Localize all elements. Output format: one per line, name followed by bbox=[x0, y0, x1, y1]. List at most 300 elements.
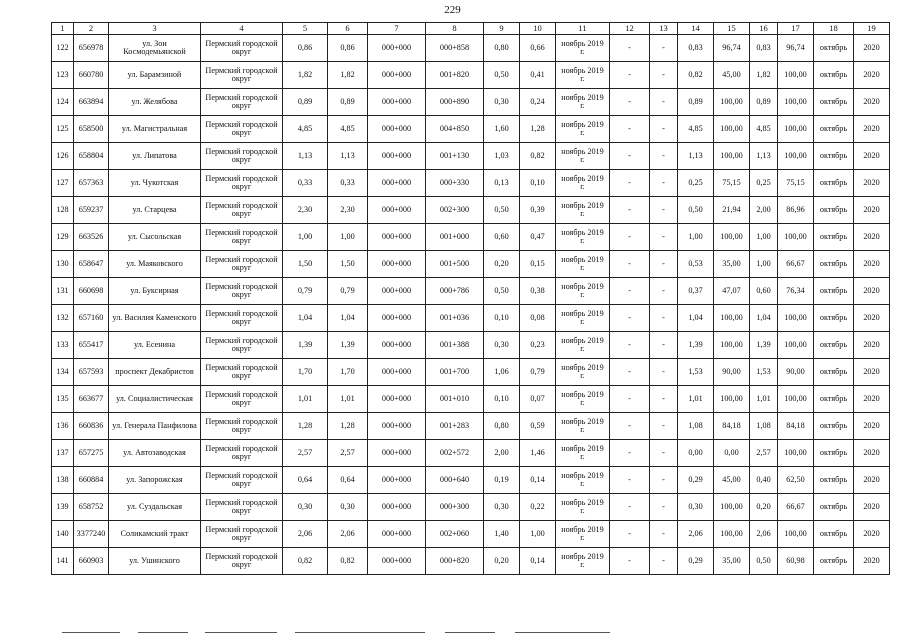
cell-col-13: - bbox=[650, 62, 678, 89]
cell-row-no: 122 bbox=[52, 35, 74, 62]
cell-col-13: - bbox=[650, 413, 678, 440]
cell-end-km: 004+850 bbox=[426, 116, 484, 143]
col-header: 8 bbox=[426, 23, 484, 35]
cell-date: ноябрь 2019 г. bbox=[556, 332, 610, 359]
cell-col-9: 1,03 bbox=[484, 143, 520, 170]
cell-length: 0,64 bbox=[283, 467, 328, 494]
col-header: 18 bbox=[814, 23, 854, 35]
cell-district: Пермский городской округ bbox=[201, 224, 283, 251]
cell-col-17: 66,67 bbox=[778, 494, 814, 521]
cell-col-15: 35,00 bbox=[714, 251, 750, 278]
cell-year: 2020 bbox=[854, 440, 890, 467]
cell-start-km: 000+000 bbox=[368, 467, 426, 494]
cell-col-10: 0,47 bbox=[520, 224, 556, 251]
cell-length-2: 2,30 bbox=[328, 197, 368, 224]
cell-col-15: 100,00 bbox=[714, 305, 750, 332]
cell-col-17: 86,96 bbox=[778, 197, 814, 224]
cell-col-13: - bbox=[650, 143, 678, 170]
cell-length: 0,30 bbox=[283, 494, 328, 521]
cell-length-2: 1,70 bbox=[328, 359, 368, 386]
cell-col-13: - bbox=[650, 224, 678, 251]
cell-col-10: 0,39 bbox=[520, 197, 556, 224]
cell-row-no: 138 bbox=[52, 467, 74, 494]
cell-length-2: 0,82 bbox=[328, 548, 368, 575]
cell-date: ноябрь 2019 г. bbox=[556, 305, 610, 332]
cell-col-13: - bbox=[650, 467, 678, 494]
col-header: 10 bbox=[520, 23, 556, 35]
cell-col-15: 100,00 bbox=[714, 143, 750, 170]
cell-date: ноябрь 2019 г. bbox=[556, 467, 610, 494]
cell-col-12: - bbox=[610, 89, 650, 116]
cell-col-12: - bbox=[610, 116, 650, 143]
cell-id-code: 660698 bbox=[74, 278, 109, 305]
cell-col-10: 0,41 bbox=[520, 62, 556, 89]
cell-col-17: 66,67 bbox=[778, 251, 814, 278]
cell-row-no: 139 bbox=[52, 494, 74, 521]
cell-length-2: 1,39 bbox=[328, 332, 368, 359]
cell-col-14: 0,30 bbox=[678, 494, 714, 521]
cell-street-name: ул. Суздальская bbox=[109, 494, 201, 521]
cell-district: Пермский городской округ bbox=[201, 278, 283, 305]
cell-row-no: 135 bbox=[52, 386, 74, 413]
cell-col-16: 1,04 bbox=[750, 305, 778, 332]
cell-length-2: 1,01 bbox=[328, 386, 368, 413]
table-row bbox=[52, 332, 890, 359]
cell-col-9: 0,50 bbox=[484, 197, 520, 224]
cell-length: 2,06 bbox=[283, 521, 328, 548]
cell-date: ноябрь 2019 г. bbox=[556, 548, 610, 575]
cell-col-12: - bbox=[610, 386, 650, 413]
col-header: 14 bbox=[678, 23, 714, 35]
cell-month: октябрь bbox=[814, 62, 854, 89]
table-row bbox=[52, 143, 890, 170]
cell-col-9: 0,30 bbox=[484, 494, 520, 521]
cell-col-16: 1,00 bbox=[750, 251, 778, 278]
cell-street-name: Соликамский тракт bbox=[109, 521, 201, 548]
cell-col-13: - bbox=[650, 332, 678, 359]
col-header: 11 bbox=[556, 23, 610, 35]
cell-id-code: 658752 bbox=[74, 494, 109, 521]
cell-row-no: 133 bbox=[52, 332, 74, 359]
cell-month: октябрь bbox=[814, 305, 854, 332]
cell-col-13: - bbox=[650, 494, 678, 521]
cell-row-no: 136 bbox=[52, 413, 74, 440]
cell-col-13: - bbox=[650, 278, 678, 305]
cell-col-16: 0,25 bbox=[750, 170, 778, 197]
cell-col-10: 1,00 bbox=[520, 521, 556, 548]
cell-col-14: 0,29 bbox=[678, 548, 714, 575]
col-header: 17 bbox=[778, 23, 814, 35]
cell-length-2: 1,50 bbox=[328, 251, 368, 278]
cell-date: ноябрь 2019 г. bbox=[556, 440, 610, 467]
cell-row-no: 125 bbox=[52, 116, 74, 143]
cell-col-14: 1,08 bbox=[678, 413, 714, 440]
cell-col-9: 0,30 bbox=[484, 89, 520, 116]
road-register-table bbox=[51, 22, 890, 575]
cell-month: октябрь bbox=[814, 116, 854, 143]
cell-month: октябрь bbox=[814, 224, 854, 251]
cell-length: 1,28 bbox=[283, 413, 328, 440]
cell-street-name: проспект Декабристов bbox=[109, 359, 201, 386]
cell-district: Пермский городской округ bbox=[201, 89, 283, 116]
cell-district: Пермский городской округ bbox=[201, 467, 283, 494]
cell-id-code: 659237 bbox=[74, 197, 109, 224]
cell-col-17: 100,00 bbox=[778, 143, 814, 170]
cell-start-km: 000+000 bbox=[368, 251, 426, 278]
cell-col-15: 45,00 bbox=[714, 467, 750, 494]
cell-length-2: 1,28 bbox=[328, 413, 368, 440]
cell-col-13: - bbox=[650, 440, 678, 467]
cell-col-14: 1,53 bbox=[678, 359, 714, 386]
table-row bbox=[52, 224, 890, 251]
cell-year: 2020 bbox=[854, 521, 890, 548]
cell-month: октябрь bbox=[814, 332, 854, 359]
cell-date: ноябрь 2019 г. bbox=[556, 197, 610, 224]
cell-date: ноябрь 2019 г. bbox=[556, 62, 610, 89]
cell-length-2: 1,82 bbox=[328, 62, 368, 89]
cell-col-16: 1,53 bbox=[750, 359, 778, 386]
column-number-row bbox=[52, 23, 890, 35]
cell-col-16: 0,83 bbox=[750, 35, 778, 62]
cell-length: 2,30 bbox=[283, 197, 328, 224]
cell-col-17: 100,00 bbox=[778, 305, 814, 332]
cell-length: 1,50 bbox=[283, 251, 328, 278]
cell-col-13: - bbox=[650, 521, 678, 548]
cell-start-km: 000+000 bbox=[368, 305, 426, 332]
cell-end-km: 002+300 bbox=[426, 197, 484, 224]
cell-street-name: ул. Сысольская bbox=[109, 224, 201, 251]
cell-district: Пермский городской округ bbox=[201, 143, 283, 170]
col-header: 1 bbox=[52, 23, 74, 35]
cell-col-15: 100,00 bbox=[714, 332, 750, 359]
cell-id-code: 656978 bbox=[74, 35, 109, 62]
cell-year: 2020 bbox=[854, 467, 890, 494]
cell-length: 1,39 bbox=[283, 332, 328, 359]
cell-end-km: 001+283 bbox=[426, 413, 484, 440]
cell-district: Пермский городской округ bbox=[201, 548, 283, 575]
cell-col-9: 0,13 bbox=[484, 170, 520, 197]
cell-date: ноябрь 2019 г. bbox=[556, 170, 610, 197]
cell-start-km: 000+000 bbox=[368, 143, 426, 170]
cell-district: Пермский городской округ bbox=[201, 305, 283, 332]
cell-year: 2020 bbox=[854, 494, 890, 521]
cell-col-16: 0,89 bbox=[750, 89, 778, 116]
cell-street-name: ул. Старцева bbox=[109, 197, 201, 224]
cell-col-17: 100,00 bbox=[778, 89, 814, 116]
cell-start-km: 000+000 bbox=[368, 413, 426, 440]
cell-col-17: 75,15 bbox=[778, 170, 814, 197]
cell-district: Пермский городской округ bbox=[201, 170, 283, 197]
cell-col-12: - bbox=[610, 278, 650, 305]
cell-year: 2020 bbox=[854, 305, 890, 332]
table-row bbox=[52, 359, 890, 386]
table-row bbox=[52, 548, 890, 575]
cell-col-14: 0,29 bbox=[678, 467, 714, 494]
cell-col-16: 0,40 bbox=[750, 467, 778, 494]
table-row bbox=[52, 305, 890, 332]
cell-year: 2020 bbox=[854, 224, 890, 251]
cell-date: ноябрь 2019 г. bbox=[556, 143, 610, 170]
cell-col-12: - bbox=[610, 35, 650, 62]
cell-month: октябрь bbox=[814, 89, 854, 116]
cell-year: 2020 bbox=[854, 35, 890, 62]
cell-col-14: 1,00 bbox=[678, 224, 714, 251]
cell-col-12: - bbox=[610, 197, 650, 224]
col-header: 15 bbox=[714, 23, 750, 35]
cell-col-14: 1,04 bbox=[678, 305, 714, 332]
cell-year: 2020 bbox=[854, 386, 890, 413]
table-row bbox=[52, 170, 890, 197]
cell-id-code: 660836 bbox=[74, 413, 109, 440]
cell-col-16: 2,57 bbox=[750, 440, 778, 467]
cell-district: Пермский городской округ bbox=[201, 494, 283, 521]
cell-month: октябрь bbox=[814, 548, 854, 575]
cell-row-no: 141 bbox=[52, 548, 74, 575]
col-header: 13 bbox=[650, 23, 678, 35]
cell-col-17: 100,00 bbox=[778, 386, 814, 413]
cell-length: 0,86 bbox=[283, 35, 328, 62]
cell-start-km: 000+000 bbox=[368, 440, 426, 467]
cell-row-no: 129 bbox=[52, 224, 74, 251]
table-row bbox=[52, 116, 890, 143]
cell-length: 1,70 bbox=[283, 359, 328, 386]
cell-col-13: - bbox=[650, 170, 678, 197]
cell-col-15: 75,15 bbox=[714, 170, 750, 197]
cell-col-10: 0,23 bbox=[520, 332, 556, 359]
cell-date: ноябрь 2019 г. bbox=[556, 89, 610, 116]
cell-col-12: - bbox=[610, 251, 650, 278]
cell-start-km: 000+000 bbox=[368, 89, 426, 116]
cell-district: Пермский городской округ bbox=[201, 521, 283, 548]
cell-col-10: 0,15 bbox=[520, 251, 556, 278]
cell-col-16: 2,06 bbox=[750, 521, 778, 548]
cell-end-km: 000+890 bbox=[426, 89, 484, 116]
cell-month: октябрь bbox=[814, 467, 854, 494]
cell-col-12: - bbox=[610, 170, 650, 197]
cell-col-17: 100,00 bbox=[778, 62, 814, 89]
cell-length-2: 1,00 bbox=[328, 224, 368, 251]
cell-col-10: 0,24 bbox=[520, 89, 556, 116]
cell-street-name: ул. Запорожская bbox=[109, 467, 201, 494]
cell-id-code: 660780 bbox=[74, 62, 109, 89]
table-row bbox=[52, 278, 890, 305]
cell-col-13: - bbox=[650, 305, 678, 332]
cell-month: октябрь bbox=[814, 413, 854, 440]
cell-col-15: 84,18 bbox=[714, 413, 750, 440]
cell-col-12: - bbox=[610, 548, 650, 575]
table-row bbox=[52, 386, 890, 413]
cell-length-2: 0,64 bbox=[328, 467, 368, 494]
cell-end-km: 001+010 bbox=[426, 386, 484, 413]
cell-row-no: 131 bbox=[52, 278, 74, 305]
cell-col-15: 100,00 bbox=[714, 386, 750, 413]
cell-street-name: ул. Барамзиной bbox=[109, 62, 201, 89]
cell-length-2: 0,86 bbox=[328, 35, 368, 62]
cell-district: Пермский городской округ bbox=[201, 386, 283, 413]
cell-id-code: 658500 bbox=[74, 116, 109, 143]
cell-end-km: 000+300 bbox=[426, 494, 484, 521]
cell-col-10: 0,59 bbox=[520, 413, 556, 440]
cell-length-2: 4,85 bbox=[328, 116, 368, 143]
cell-end-km: 001+000 bbox=[426, 224, 484, 251]
cell-col-12: - bbox=[610, 467, 650, 494]
cell-id-code: 663526 bbox=[74, 224, 109, 251]
cell-date: ноябрь 2019 г. bbox=[556, 251, 610, 278]
cell-col-9: 0,80 bbox=[484, 413, 520, 440]
cell-length: 0,82 bbox=[283, 548, 328, 575]
cell-end-km: 002+572 bbox=[426, 440, 484, 467]
col-header: 6 bbox=[328, 23, 368, 35]
cell-row-no: 140 bbox=[52, 521, 74, 548]
cell-length-2: 0,33 bbox=[328, 170, 368, 197]
cell-start-km: 000+000 bbox=[368, 332, 426, 359]
cell-col-12: - bbox=[610, 332, 650, 359]
cell-col-17: 62,50 bbox=[778, 467, 814, 494]
cell-id-code: 655417 bbox=[74, 332, 109, 359]
cell-col-9: 0,10 bbox=[484, 305, 520, 332]
cell-col-12: - bbox=[610, 305, 650, 332]
cell-row-no: 137 bbox=[52, 440, 74, 467]
cell-col-9: 1,40 bbox=[484, 521, 520, 548]
cell-col-9: 0,50 bbox=[484, 62, 520, 89]
cell-length: 0,79 bbox=[283, 278, 328, 305]
cell-month: октябрь bbox=[814, 251, 854, 278]
cell-length: 1,01 bbox=[283, 386, 328, 413]
cell-length-2: 1,13 bbox=[328, 143, 368, 170]
cell-id-code: 3377240 bbox=[74, 521, 109, 548]
cell-end-km: 000+640 bbox=[426, 467, 484, 494]
table-body bbox=[52, 35, 890, 575]
cell-col-14: 0,82 bbox=[678, 62, 714, 89]
cell-row-no: 128 bbox=[52, 197, 74, 224]
cell-col-13: - bbox=[650, 251, 678, 278]
cell-col-14: 1,39 bbox=[678, 332, 714, 359]
cell-col-14: 0,83 bbox=[678, 35, 714, 62]
cell-col-15: 100,00 bbox=[714, 116, 750, 143]
cell-year: 2020 bbox=[854, 251, 890, 278]
table-row bbox=[52, 413, 890, 440]
col-header: 16 bbox=[750, 23, 778, 35]
cell-date: ноябрь 2019 г. bbox=[556, 278, 610, 305]
cell-col-10: 0,79 bbox=[520, 359, 556, 386]
cell-col-14: 1,13 bbox=[678, 143, 714, 170]
cell-col-12: - bbox=[610, 224, 650, 251]
cell-col-10: 0,22 bbox=[520, 494, 556, 521]
cell-start-km: 000+000 bbox=[368, 494, 426, 521]
cell-row-no: 132 bbox=[52, 305, 74, 332]
cell-col-15: 47,07 bbox=[714, 278, 750, 305]
cell-date: ноябрь 2019 г. bbox=[556, 224, 610, 251]
table-row bbox=[52, 35, 890, 62]
cell-year: 2020 bbox=[854, 197, 890, 224]
cell-col-15: 90,00 bbox=[714, 359, 750, 386]
cell-start-km: 000+000 bbox=[368, 521, 426, 548]
cell-end-km: 000+786 bbox=[426, 278, 484, 305]
cell-length: 0,33 bbox=[283, 170, 328, 197]
cell-district: Пермский городской округ bbox=[201, 359, 283, 386]
cell-end-km: 000+858 bbox=[426, 35, 484, 62]
cell-row-no: 134 bbox=[52, 359, 74, 386]
cell-col-14: 4,85 bbox=[678, 116, 714, 143]
table-row bbox=[52, 251, 890, 278]
cell-district: Пермский городской округ bbox=[201, 62, 283, 89]
cell-year: 2020 bbox=[854, 359, 890, 386]
cell-id-code: 663894 bbox=[74, 89, 109, 116]
cell-col-16: 1,08 bbox=[750, 413, 778, 440]
cell-start-km: 000+000 bbox=[368, 278, 426, 305]
cell-col-16: 1,39 bbox=[750, 332, 778, 359]
cell-col-9: 0,20 bbox=[484, 548, 520, 575]
cell-row-no: 124 bbox=[52, 89, 74, 116]
cell-col-16: 1,13 bbox=[750, 143, 778, 170]
table-row bbox=[52, 494, 890, 521]
cell-length-2: 2,57 bbox=[328, 440, 368, 467]
col-header: 19 bbox=[854, 23, 890, 35]
cell-col-16: 1,00 bbox=[750, 224, 778, 251]
cell-district: Пермский городской округ bbox=[201, 35, 283, 62]
cell-col-17: 100,00 bbox=[778, 224, 814, 251]
cell-month: октябрь bbox=[814, 359, 854, 386]
cell-year: 2020 bbox=[854, 170, 890, 197]
cell-col-13: - bbox=[650, 359, 678, 386]
cell-col-14: 1,01 bbox=[678, 386, 714, 413]
cell-start-km: 000+000 bbox=[368, 116, 426, 143]
cell-col-13: - bbox=[650, 35, 678, 62]
cell-col-15: 100,00 bbox=[714, 89, 750, 116]
cell-col-16: 1,82 bbox=[750, 62, 778, 89]
cell-col-10: 0,82 bbox=[520, 143, 556, 170]
cell-month: октябрь bbox=[814, 494, 854, 521]
cell-month: октябрь bbox=[814, 197, 854, 224]
cell-start-km: 000+000 bbox=[368, 35, 426, 62]
cell-col-17: 84,18 bbox=[778, 413, 814, 440]
cell-street-name: ул. Зои Космодемьянской bbox=[109, 35, 201, 62]
col-header: 9 bbox=[484, 23, 520, 35]
cell-end-km: 001+388 bbox=[426, 332, 484, 359]
cell-col-9: 0,19 bbox=[484, 467, 520, 494]
cell-street-name: ул. Ушинского bbox=[109, 548, 201, 575]
cell-length: 1,04 bbox=[283, 305, 328, 332]
cell-col-9: 0,60 bbox=[484, 224, 520, 251]
cell-col-17: 60,98 bbox=[778, 548, 814, 575]
cell-col-14: 0,00 bbox=[678, 440, 714, 467]
cell-id-code: 658647 bbox=[74, 251, 109, 278]
cell-date: ноябрь 2019 г. bbox=[556, 386, 610, 413]
cell-col-9: 0,50 bbox=[484, 278, 520, 305]
cell-length: 0,89 bbox=[283, 89, 328, 116]
cell-col-14: 0,37 bbox=[678, 278, 714, 305]
cell-col-12: - bbox=[610, 143, 650, 170]
cell-col-9: 0,20 bbox=[484, 251, 520, 278]
cell-id-code: 658804 bbox=[74, 143, 109, 170]
table-row bbox=[52, 89, 890, 116]
cell-col-16: 1,01 bbox=[750, 386, 778, 413]
cell-month: октябрь bbox=[814, 440, 854, 467]
cell-length: 1,13 bbox=[283, 143, 328, 170]
cell-date: ноябрь 2019 г. bbox=[556, 413, 610, 440]
cell-year: 2020 bbox=[854, 332, 890, 359]
cell-length-2: 0,79 bbox=[328, 278, 368, 305]
cell-col-12: - bbox=[610, 62, 650, 89]
cell-col-10: 0,08 bbox=[520, 305, 556, 332]
cell-col-17: 90,00 bbox=[778, 359, 814, 386]
cell-col-15: 0,00 bbox=[714, 440, 750, 467]
cell-street-name: ул. Буксирная bbox=[109, 278, 201, 305]
cell-col-16: 4,85 bbox=[750, 116, 778, 143]
cell-street-name: ул. Василия Каменского bbox=[109, 305, 201, 332]
cell-col-15: 45,00 bbox=[714, 62, 750, 89]
cell-year: 2020 bbox=[854, 62, 890, 89]
